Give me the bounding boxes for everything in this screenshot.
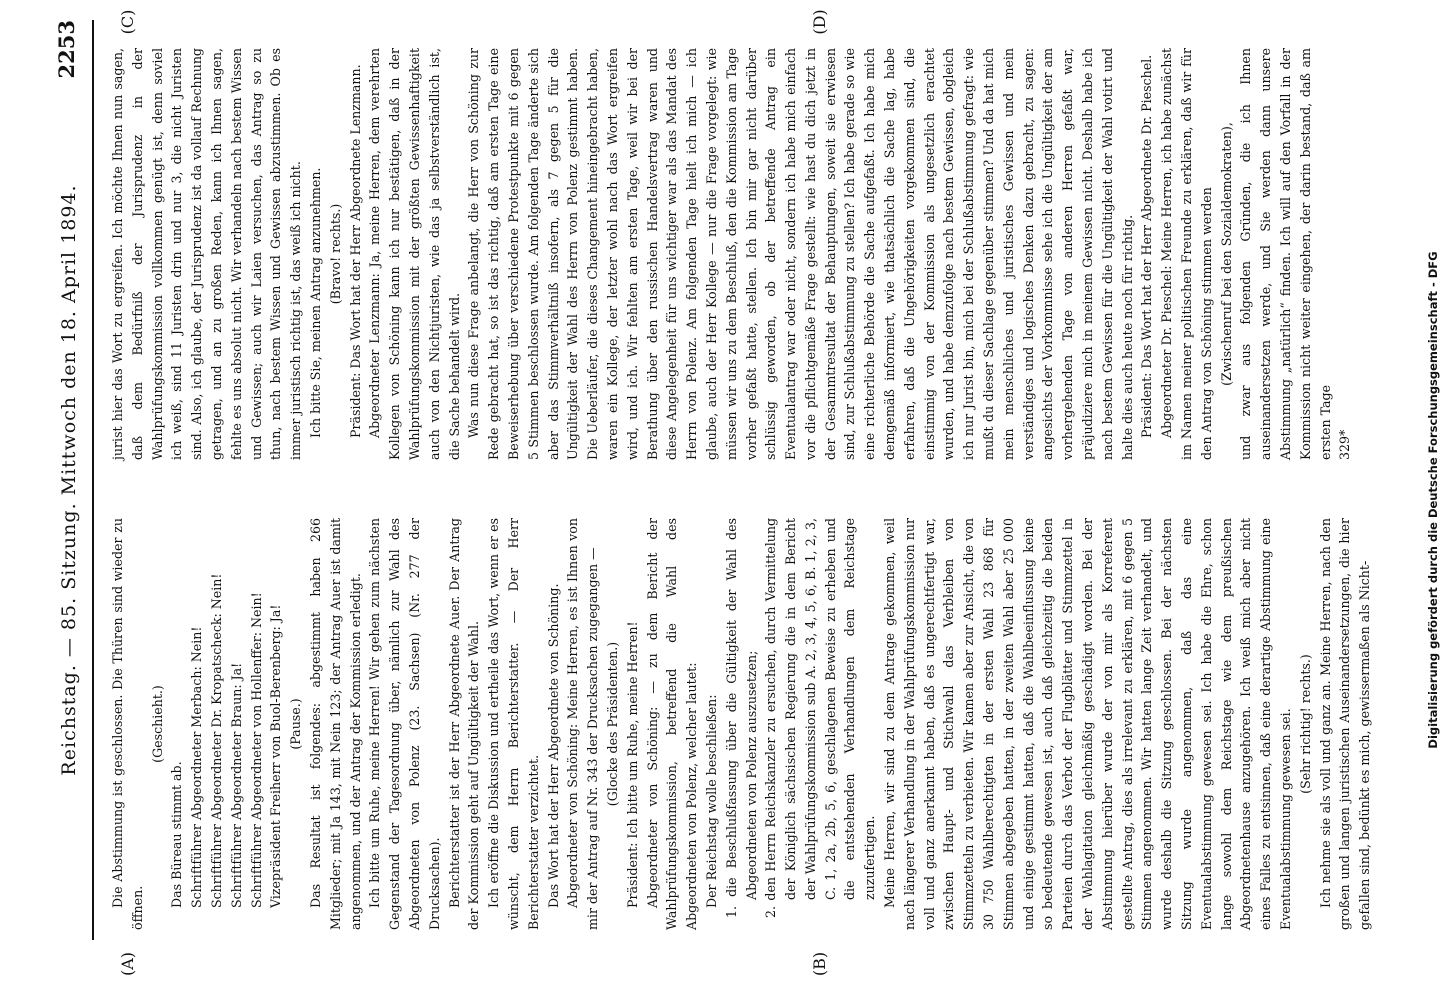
- left-column-paragraph: (Sehr richtig! rechts.): [1297, 654, 1313, 794]
- digitization-credit-text: Digitalisierung gefördert durch die Deutsche Forschungsgemeinschaft - DFG: [1426, 251, 1440, 749]
- right-column: [108, 48, 1355, 460]
- left-column-paragraph: Schriftführer Abgeordneter Braun: Ja!: [228, 662, 244, 908]
- left-column-paragraph: 1. die Beschlußfassung über die Gültigkeit der Wahl des Abgeordneten von Polenz auszusetzen;: [723, 518, 759, 918]
- margin-marker-b: (B): [810, 951, 829, 977]
- right-column-paragraph: Präsident: Das Wort hat der Herr Abgeordnete Dr. Pieschel.: [1139, 54, 1155, 438]
- left-column-paragraph: Das Büreau stimmt ab.: [169, 761, 185, 908]
- left-column-paragraph: (Pause.): [288, 698, 304, 750]
- header-rule: [92, 20, 94, 940]
- right-column-paragraph: 329*: [1337, 429, 1353, 460]
- left-column-paragraph: Schriftführer Abgeordneter von Hollenffer: Nein!: [248, 592, 264, 908]
- left-column-paragraph: Abgeordneter von Schöning: Meine Herren, es ist Ihnen von mir der Antrag auf Nr. 343 der Drucksachen zugegangen —: [565, 518, 601, 930]
- left-column-paragraph: 2. den Herrn Reichskanzler zu ersuchen, durch Vermittelung der Königlich sächsischen Regierung die in dem Bericht der Wahlprüfungskommission sub A. 2, 3, 4, 5, 6, B. 1, 2, 3, C. 1, 2a, 2b, 5, 6, geschlagenen Beweise zu erheben und die entstehenden Verhandlungen dem Reichstage zuzufertigen.: [763, 518, 878, 918]
- digitization-credit: [1422, 0, 1444, 1000]
- right-column-paragraph: jurist hier das Wort zu ergreifen. Ich möchte Ihnen nun sagen, daß dem Bedürfniß der Jurisprudenz in der Wahlprüfungskommission vollkommen genügt ist, denn soviel ich weiß, sind 11 Juristen drin und nur 3, die nicht Juristen sind. Also, ich glaube, der Jurisprudenz ist da vollauf Rechnung getragen, und an zu großen Reden, kann ich Ihnen sagen, fehlte es uns absolut nicht. Wir verhandeln nach bestem Wissen und Gewissen; auch wir Laien versuchen, das Antrag so zu thun, nach bestem Wissen und Gewissen abzustimmen. Ob es immer juristisch richtig ist, das weiß ich nicht.: [110, 48, 304, 460]
- left-column-paragraph: Schriftführer Abgeordneter Dr. Kropatscheck: Nein!: [208, 573, 224, 908]
- margin-marker-a: (A): [118, 951, 137, 977]
- left-column-paragraph: Schriftführer Abgeordneter Merbach: Nein!: [189, 626, 205, 908]
- header: [40, 20, 100, 940]
- right-column-paragraph: Präsident: Das Wort hat der Herr Abgeordnete Lenzmann.: [347, 64, 363, 438]
- left-column-paragraph: Vizepräsident Freiherr von Buol-Berenberg: Ja!: [268, 604, 284, 908]
- right-column-paragraph: und zwar aus folgenden Gründen, die ich Ihnen auseinandersetzen werde, und Sie werden dann unsere Abstimmung „natürlich“ finden. Ich will auf den Vorfall in der Kommission nicht weiter eingehen, der darin bestand, daß am ersten Tage: [1238, 48, 1333, 460]
- left-column-paragraph: Präsident: Ich bitte um Ruhe, meine Herren!: [624, 621, 640, 908]
- margin-marker-d: (D): [810, 9, 829, 35]
- right-column-paragraph: (Bravo! rechts.): [327, 203, 343, 305]
- page-number: 2253: [54, 20, 79, 79]
- left-column-paragraph: Berichterstatter ist der Herr Abgeordnete Auer. Der Antrag der Kommission geht auf Ungültigkeit der Wahl.: [446, 518, 482, 930]
- right-column-paragraph: Ich bitte Sie, meinen Antrag anzunehmen.: [307, 167, 323, 438]
- running-head: Reichstag. — 85. Sitzung. Mittwoch den 18. April 1894.: [58, 184, 80, 776]
- left-column-paragraph: Ich bitte um Ruhe, meine Herren! Wir gehen zum nächsten Gegenstand der Tagesordnung über, nämlich zur Wahl des Abgeordneten von Polenz (23. Sachsen) (Nr. 277 der Drucksachen).: [367, 518, 442, 930]
- left-column-paragraph: Meine Herren, wir sind zu dem Antrage gekommen, weil nach längerer Verhandlung in der Wahlprüfungskommission nur voll und ganz anerkannt haben, daß es ungerechtfertigt war, zwischen Haupt- und Stichwahl das Verbleiben von Stimmzetteln zu verbieten. Wir kamen aber zur Ansicht, die von 30 750 Wahlberechtigten in der ersten Wahl 23 868 für Stimmen abgegeben hatten, in der zweiten Wahl aber 25 000 und einige gestimmt hatten, daß die Wahlbeeinflussung keine so bedeutende gewesen ist, auch daß gleichzeitig die beiden Parteien durch das Verbot der Flugblätter und Stimmzettel in der Wahlagitation gleichmäßig geschädigt worden. Bei der Abstimmung hierüber wurde der von mir als Korreferent gestellte Antrag, dies als irrelevant zu erklären, mit 6 gegen 5 Stimmen angenommen. Wir hatten lange Zeit verhandelt, und wurde deshalb die Sitzung geschlossen. Bei der nächsten Sitzung wurde angenommen, daß das eine Eventualabstimmung gewesen sei. Ich habe die Ehre, schon lange sowohl dem Reichstage wie dem preußischen Abgeordnetenhause anzugehören. Ich weiß mich aber nicht eines Falles zu entsinnen, daß eine derartige Abstimmung eine Eventualabstimmung gewesen sei.: [882, 518, 1294, 930]
- left-column-paragraph: (Glocke des Präsidenten.): [604, 641, 620, 807]
- left-column-paragraph: Der Reichstag wolle beschließen:: [703, 694, 719, 908]
- right-column-paragraph: Abgeordneter Lenzmann: Ja, meine Herren, dem verehrten Kollegen von Schöning kann ich nur bestätigen, daß in der Wahlprüfungskommission mit der größten Gewissenhaftigkeit auch von den Nichtjuristen, wie das ja selbstverständlich ist, die Sache behandelt wird.: [367, 48, 462, 460]
- left-column-paragraph: Die Abstimmung ist geschlossen. Die Thüren sind wieder zu öffnen.: [110, 518, 145, 930]
- right-column-paragraph: Abgeordneter Dr. Pieschel: Meine Herren, ich habe zunächst im Namen meiner politischen Freunde zu erklären, daß wir für den Antrag von Schöning stimmen werden: [1159, 48, 1214, 460]
- right-column-paragraph: (Zwischenruf bei den Sozialdemokraten),: [1218, 122, 1234, 386]
- right-column-paragraph: Was nun diese Frage anbelangt, die Herr von Schöning zur Rede gebracht hat, so ist das richtig, daß am ersten Tage eine Beweiserhebung über verschiedene Protestpunkte mit 6 gegen 5 Stimmen beschlossen wurde. Am folgenden Tage änderte sich aber das Stimmverhältniß insofern, als 7 gegen 5 für die Ungültigkeit der Wahl des Herrn von Polenz gestimmt haben. Die Ueberläufer, die dieses Changement hineingebracht haben, waren ein Kollege, der letzter wohl nach das Wort ergreifen wird, und ich. Wir fehlten am ersten Tage, weil wir bei der Berathung über den russischen Handelsvertrag waren und diese Angelegenheit für uns wichtiger war als das Mandat des Herrn von Polenz. Am folgenden Tage hielt ich mich — ich glaube, auch der Herr Kollege — nur die Frage vorgelegt: wie müssen wir uns zu dem Beschluß, den die Kommission am Tage vorher gefaßt hatte, stellen. Ich bin mir gar nicht darüber schlüssig geworden, ob der betreffende Antrag ein Eventualantrag war oder nicht, sondern ich habe mich einfach vor die pflichtgemäße Frage gestellt: wie hast du dich jetzt in der Gesammtresultat der Behauptungen, soweit sie erwiesen sind, zur Schlußabstimmung zu stellen? Ich habe gerade so wie eine richterliche Behörde die Sache aufgefaßt. Ich habe mich demgemäß informiert, wie thatsächlich die Sache lag, habe erfahren, daß die Ungehörigkeiten vorgekommen sind, die einstimmig von der Kommission als ungesetzlich erachtet wurden, und habe demzufolge nach bestem Gewissen, obgleich ich nur Jurist bin, mich bei der Schlußabstimmung gefragt: wie mußt du dieser Sachlage gegenüber stimmen? Und da hat mich mein menschliches und juristisches Gewissen und mein verständiges und logisches Denken dazu gebracht, zu sagen: angesichts der Vorkommnisse sehe ich die Ungültigkeit der am vorhergehenden Tage von anderen Herren gefaßt war, präjudiziere mich in meinem Gewissen nicht. Deshalb habe ich nach bestem Gewissen für die Ungültigkeit der Wahl votirt und halte dies auch heute noch für richtig.: [466, 48, 1135, 460]
- left-column: [108, 518, 1375, 930]
- left-column-paragraph: Ich nehme sie als voll und ganz an. Meine Herren, nach den großen und langen juristischen Auseinandersetzungen, die hier gefallen sind, bedünkt es mich, gewissermaßen als Nicht-: [1317, 518, 1373, 930]
- left-column-paragraph: (Geschieht.): [149, 685, 165, 763]
- left-column-paragraph: Abgeordneter von Schöning: — zu dem Bericht der Wahlprüfungskommission, betreffend die Wahl des Abgeordneten von Polenz, welcher lautet:: [644, 518, 700, 930]
- margin-marker-c: (C): [118, 9, 137, 35]
- left-column-paragraph: Ich eröffne die Diskussion und ertheile das Wort, wenn er es wünscht, dem Herrn Berichterstatter. — Der Herr Berichterstatter verzichtet.: [486, 518, 541, 930]
- left-column-paragraph: Das Wort hat der Herr Abgeordnete von Schöning.: [545, 583, 561, 908]
- left-column-paragraph: Das Resultat ist folgendes: abgestimmt haben 266 Mitglieder; mit Ja 143, mit Nein 123; der Antrag Auer ist damit angenommen, und der Antrag der Kommission erledigt.: [307, 518, 363, 930]
